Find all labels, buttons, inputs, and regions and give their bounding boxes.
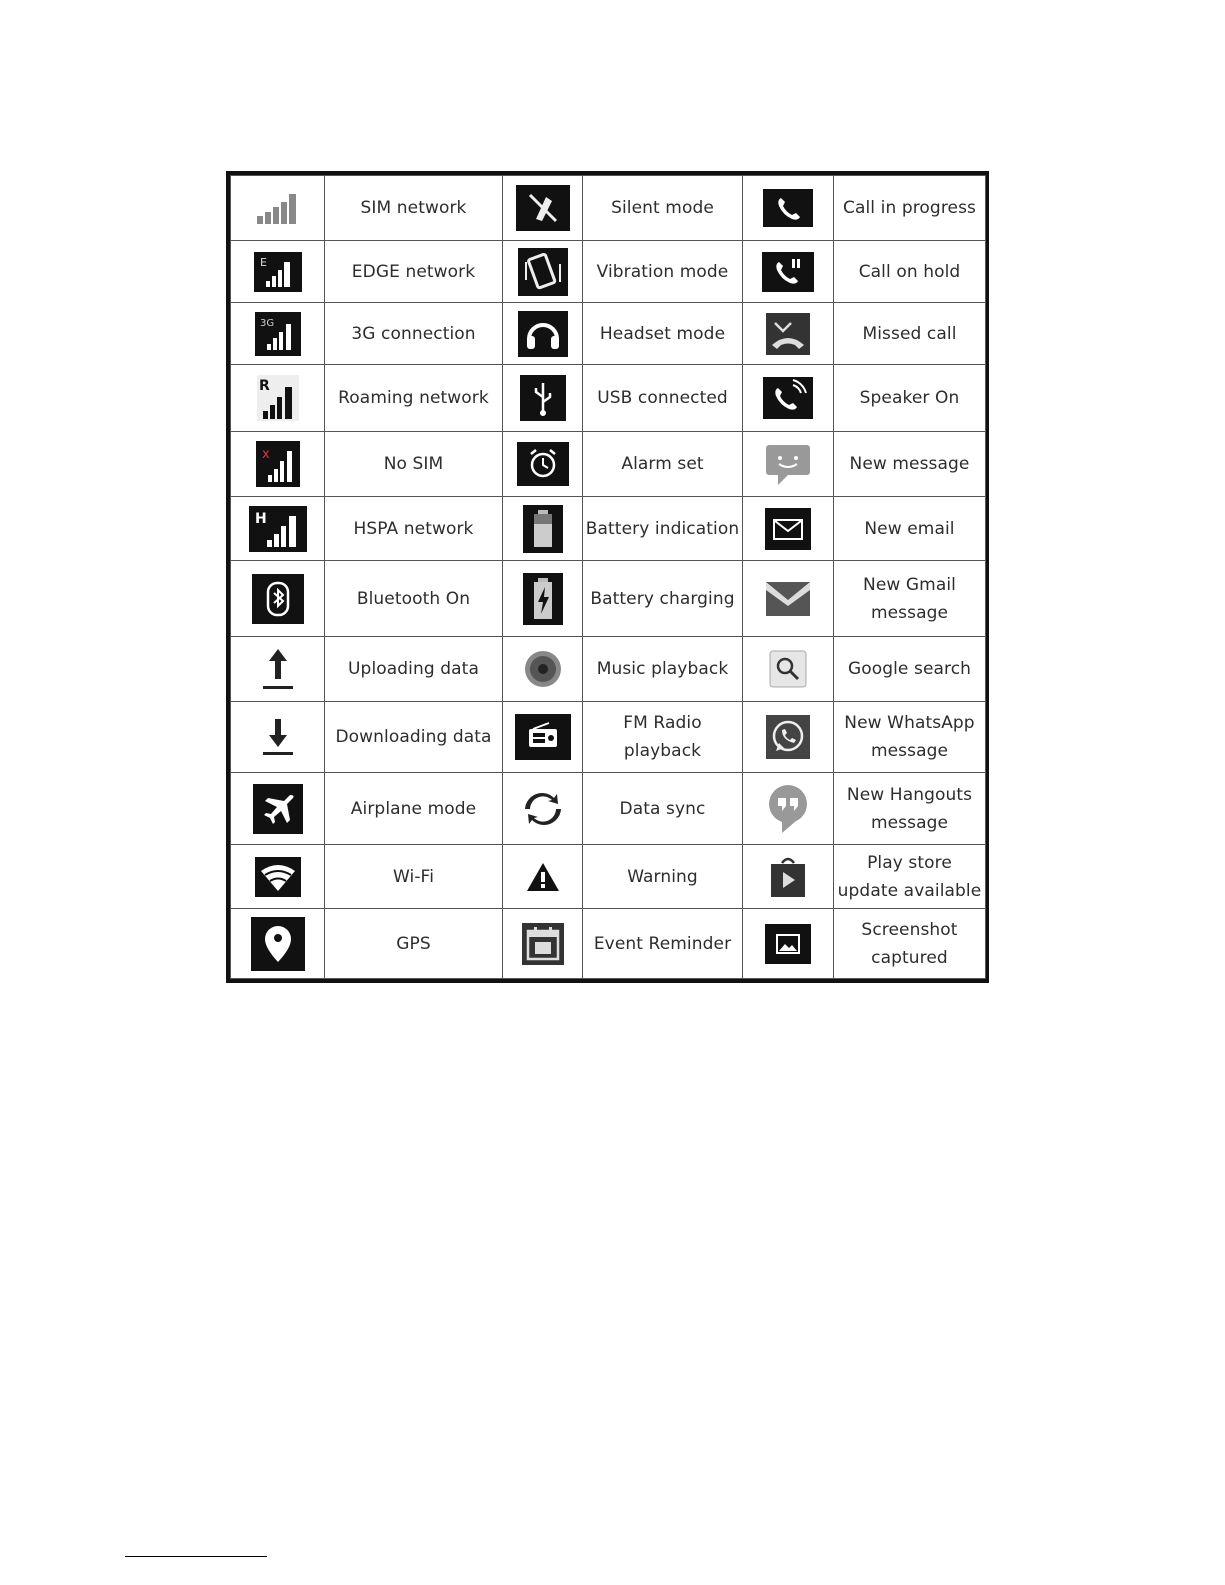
upload-arrow-icon [258, 645, 298, 693]
svg-text:E: E [259, 255, 267, 269]
label-cell: Warning [583, 845, 743, 909]
icon-cell [503, 497, 583, 561]
icon-cell [503, 637, 583, 702]
icon-cell [743, 773, 834, 845]
icon-cell [503, 365, 583, 432]
icon-cell [503, 773, 583, 845]
hspa-signal-icon [249, 506, 307, 552]
download-arrow-icon [258, 716, 298, 758]
whatsapp-icon [766, 715, 810, 759]
message-bubble-icon [764, 441, 812, 487]
envelope-icon [765, 508, 811, 550]
label-cell: Data sync [583, 773, 743, 845]
label-cell: New Gmail message [834, 561, 986, 637]
speakerphone-icon [763, 377, 813, 419]
label-cell: 3G connection [325, 303, 503, 365]
label-cell: Roaming network [325, 365, 503, 432]
missed-call-icon [766, 313, 810, 355]
label-cell: Screenshot captured [834, 909, 986, 979]
svg-text:3G: 3G [259, 317, 274, 329]
no-sim-icon [256, 441, 300, 487]
roaming-signal-icon [257, 375, 299, 421]
label-cell: Battery indication [583, 497, 743, 561]
label-cell: GPS [325, 909, 503, 979]
footnote-separator [125, 1556, 267, 1557]
headset-icon [518, 311, 568, 357]
screenshot-icon [765, 924, 811, 964]
label-cell: EDGE network [325, 241, 503, 303]
label-cell: Uploading data [325, 637, 503, 702]
icon-cell [743, 497, 834, 561]
label-cell: SIM network [325, 176, 503, 241]
label-cell: Google search [834, 637, 986, 702]
table-row [231, 909, 986, 979]
play-store-icon [768, 855, 808, 899]
icon-cell [743, 303, 834, 365]
label-cell: FM Radio playback [583, 702, 743, 773]
status-icons-table [230, 175, 986, 979]
label-cell: New Hangouts message [834, 773, 986, 845]
edge-signal-icon [254, 252, 302, 292]
signal-bars-icon [255, 190, 301, 226]
table-row [231, 637, 986, 702]
alarm-clock-icon [517, 442, 569, 486]
icon-cell [503, 432, 583, 497]
usb-icon [520, 375, 566, 421]
icon-cell [743, 561, 834, 637]
label-cell: Play store update available [834, 845, 986, 909]
icon-cell [231, 909, 325, 979]
table-row [231, 365, 986, 432]
bluetooth-icon [252, 574, 304, 624]
label-cell: Alarm set [583, 432, 743, 497]
search-icon [769, 650, 807, 688]
icon-cell [231, 432, 325, 497]
icon-cell [231, 845, 325, 909]
icon-cell [231, 773, 325, 845]
icon-cell [231, 637, 325, 702]
icon-cell [503, 909, 583, 979]
table-row [231, 773, 986, 845]
table-row [231, 845, 986, 909]
vibration-icon [518, 248, 568, 296]
wifi-icon [255, 857, 301, 897]
hangouts-icon [766, 783, 810, 835]
label-cell: Event Reminder [583, 909, 743, 979]
label-cell: USB connected [583, 365, 743, 432]
label-cell: Vibration mode [583, 241, 743, 303]
silent-mode-icon [516, 185, 570, 231]
icon-cell [743, 176, 834, 241]
warning-icon [525, 861, 561, 893]
label-cell: No SIM [325, 432, 503, 497]
label-cell: Music playback [583, 637, 743, 702]
status-icons-table-frame [226, 171, 989, 983]
icon-cell [231, 561, 325, 637]
label-cell: Airplane mode [325, 773, 503, 845]
gps-pin-icon [251, 917, 305, 971]
icon-cell [231, 176, 325, 241]
label-cell: Bluetooth On [325, 561, 503, 637]
icon-cell [503, 845, 583, 909]
svg-text:H: H [254, 510, 267, 527]
table-row [231, 497, 986, 561]
table-row [231, 241, 986, 303]
label-cell: Headset mode [583, 303, 743, 365]
label-cell: Downloading data [325, 702, 503, 773]
icon-cell [503, 561, 583, 637]
radio-icon [515, 714, 571, 760]
label-cell: Silent mode [583, 176, 743, 241]
calendar-icon [522, 923, 564, 965]
label-cell: New WhatsApp message [834, 702, 986, 773]
svg-text:R: R [258, 378, 270, 394]
icon-cell [743, 365, 834, 432]
table-row [231, 561, 986, 637]
3g-signal-icon [255, 312, 301, 356]
label-cell: Call on hold [834, 241, 986, 303]
icon-cell [231, 497, 325, 561]
battery-icon [523, 505, 563, 553]
label-cell: Wi-Fi [325, 845, 503, 909]
icon-cell [743, 909, 834, 979]
label-cell: HSPA network [325, 497, 503, 561]
icon-cell [231, 365, 325, 432]
icon-cell [503, 303, 583, 365]
icon-cell [231, 241, 325, 303]
label-cell: Speaker On [834, 365, 986, 432]
label-cell: Call in progress [834, 176, 986, 241]
table-row [231, 303, 986, 365]
music-disc-icon [523, 649, 563, 689]
airplane-icon [253, 784, 303, 834]
icon-cell [231, 303, 325, 365]
label-cell: New email [834, 497, 986, 561]
gmail-icon [764, 580, 812, 618]
label-cell: Battery charging [583, 561, 743, 637]
icon-cell [743, 241, 834, 303]
phone-icon [763, 189, 813, 227]
icon-cell [743, 637, 834, 702]
battery-charging-icon [523, 573, 563, 625]
icon-cell [231, 702, 325, 773]
table-row [231, 432, 986, 497]
icon-cell [503, 176, 583, 241]
icon-cell [743, 702, 834, 773]
table-row [231, 176, 986, 241]
icon-cell [743, 845, 834, 909]
icon-cell [743, 432, 834, 497]
svg-text:x: x [261, 447, 270, 462]
label-cell: New message [834, 432, 986, 497]
icon-cell [503, 241, 583, 303]
table-row [231, 702, 986, 773]
label-cell: Missed call [834, 303, 986, 365]
phone-hold-icon [762, 252, 814, 292]
sync-icon [521, 789, 565, 829]
icon-cell [503, 702, 583, 773]
